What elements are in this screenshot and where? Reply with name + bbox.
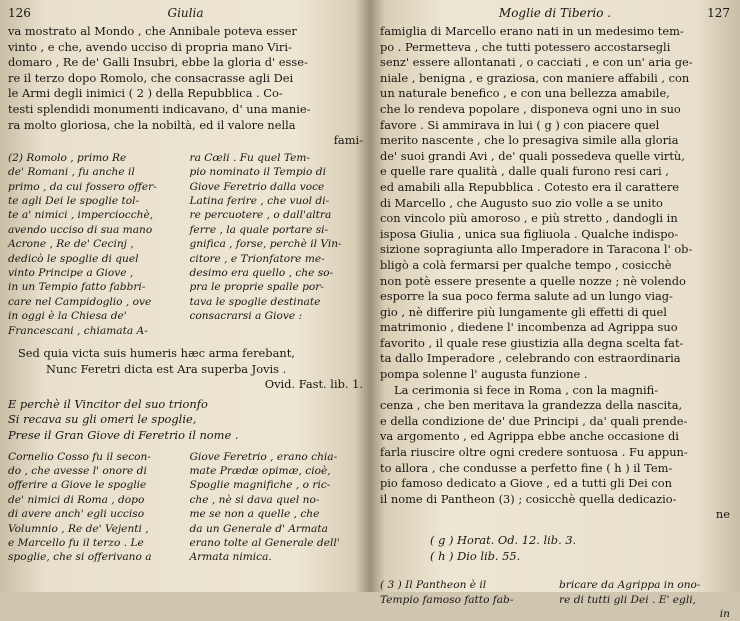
footnote-line: bricare da Agrippa in ono- — [559, 579, 701, 592]
translation-line: Si recava su gli omeri le spoglie, — [8, 412, 197, 427]
footnote-line: in — [719, 608, 730, 620]
left-body-text — [8, 24, 363, 149]
footnote-line: Latina ferire , che vuol di- — [189, 194, 330, 207]
footnote-line: me se non a quelle , che — [189, 508, 320, 521]
footnote-line: Francescani , chiamata A- — [8, 324, 148, 337]
reference-line: ( g ) Horat. Od. 12. lib. 3. — [430, 533, 577, 547]
text-line: de' suoi grandi Avi , de' quali possedeva quelle virtù, — [380, 148, 685, 163]
footnote-line: Cornelio Cosso fu il secon- — [8, 450, 151, 463]
footnote-line: da un Generale d' Armata — [189, 522, 328, 535]
footnote-line: te a' nimici , imperciocchè, — [8, 209, 154, 222]
footnote-line: gnifica , forse, perchè il Vin- — [189, 238, 342, 251]
text-line: domaro , Re de' Galli Insubri, ebbe la gloria d' esse- — [8, 55, 308, 70]
text-line: gio , nè differire più lungamente gli effetti di quel — [380, 304, 667, 319]
left-page — [8, 6, 363, 586]
right-running-title: Moglie di Tiberio . — [498, 6, 612, 20]
footnote-line: Acrone , Re de' Cecinj , — [8, 238, 134, 251]
footnote-line: Volumnio , Re de' Vejenti , — [8, 522, 149, 535]
verse-line: Nunc Feretri dicta est Ara superba Jovis . — [46, 361, 287, 376]
text-line: il nome di Pantheon (3) ; cosicchè quella dedicazio- — [380, 491, 677, 506]
footnote-column-2 — [190, 450, 364, 565]
verse-line: Sed quia victa suis humeris hæc arma ferebant, — [18, 346, 295, 361]
right-body-paragraph-2 — [380, 383, 730, 523]
footnote-line: de' Romani , fu anche il — [8, 166, 135, 179]
footnote-column-2 — [559, 578, 730, 621]
right-body-paragraph-1 — [380, 24, 730, 383]
text-line: e della condizione de' due Principi , da' quali prende- — [380, 413, 688, 428]
footnote-line: vinto Principe a Giove , — [8, 267, 134, 279]
text-line: farla riuscire oltre ogni credere sontuosa . Fu appun- — [380, 445, 688, 460]
text-line: po . Permetteva , che tutti potessero accostarsegli — [380, 39, 671, 54]
text-line: che lo rendeva popolare , disponeva ogni uno in suo — [380, 101, 681, 116]
footnote-column-1 — [8, 151, 182, 338]
text-line: non potè essere presente a quelle nozze ; nè volendo — [380, 273, 686, 288]
footnote-line: e Marcello fu il terzo . Le — [8, 537, 144, 550]
footnote-line: che , nè si dava quel no- — [189, 493, 320, 506]
text-line: matrimonio , diedene l' incombenza ad Agrippa suo — [380, 320, 678, 335]
footnote-line: Spoglie magnifiche , o ric- — [189, 479, 331, 492]
text-line: niale , benigna , e graziosa, con maniere affabili , con — [380, 70, 690, 85]
footnote-line: primo , da cui fossero offer- — [8, 180, 157, 193]
footnote-line: erano tolte al Generale dell' — [189, 537, 340, 550]
text-line: ed amabili alla Repubblica . Cotesto era il carattere — [380, 179, 679, 194]
text-line: con vincolo più amoroso , e più stretto , dandogli in — [380, 211, 678, 226]
left-running-title: Giulia — [167, 6, 204, 20]
text-line: fami- — [333, 133, 363, 148]
footnote-column-2 — [190, 151, 364, 338]
text-line: testi splendidi monumenti indicavano, d' una manie- — [8, 101, 311, 116]
right-page — [380, 6, 730, 620]
reference-line: ( h ) Dio lib. 55. — [430, 548, 521, 563]
marginal-references — [380, 533, 730, 564]
footnote-line: offerire a Giove le spoglie — [8, 479, 147, 492]
text-line: ne — [715, 507, 730, 522]
text-line: bligò a colà fermarsi per qualche tempo , cosicchè — [380, 257, 672, 272]
footnote-line: Giove Feretrio , erano chia- — [189, 450, 338, 463]
text-line: La cerimonia si fece in Roma , con la magnifi- — [394, 382, 659, 397]
footnote-line: spoglie, che si offerivano a — [8, 551, 152, 564]
footnote-line: re di tutti gli Dei . E' egli, — [559, 593, 696, 606]
text-line: vinto , e che, avendo ucciso di propria mano Viri- — [8, 39, 292, 54]
footnote-column-1 — [380, 578, 551, 621]
footnote-line: Giove Feretrio dalla voce — [189, 180, 325, 193]
text-line: favorito , il quale rese giustizia alla degna scelta fat- — [380, 335, 684, 350]
text-line: merito nascente , che lo presagiva simile alla gloria — [380, 133, 679, 148]
footnote-line: te agli Dei le spoglie tol- — [8, 194, 140, 207]
text-line: cenza , che ben meritava la grandezza della nascita, — [380, 398, 683, 413]
italian-translation — [8, 397, 363, 444]
text-line: esporre la sua poco ferma salute ad un lungo viag- — [380, 289, 673, 304]
text-line: ra molto gloriosa, che la nobiltà, ed il valore nella — [8, 117, 296, 132]
text-line: sizione sopragiunta allo Imperadore in Taracona l' ob- — [380, 242, 693, 257]
footnote-line: in un Tempio fatto fabbri- — [8, 281, 146, 294]
footnote-line: ra Cœli . Fu quel Tem- — [189, 151, 311, 164]
text-line: pompa solenne l' augusta funzione . — [380, 367, 588, 382]
footnote-line: di avere anch' egli ucciso — [8, 508, 145, 521]
latin-verse — [8, 346, 363, 393]
footnote-line: Tempio famoso fatto fab- — [380, 593, 514, 606]
footnote-line: de' nimici di Roma , dopo — [8, 493, 145, 506]
footnote-line: citore , e Trionfatore me- — [189, 252, 325, 265]
footnote-line: pra le proprie spalle por- — [189, 281, 324, 294]
footnote-line: dedicò le spoglie di quel — [8, 252, 139, 265]
text-line: favore . Si ammirava in lui ( g ) con piacere quel — [380, 117, 660, 132]
footnote-line: pio nominato il Tempio di — [189, 166, 326, 179]
footnote-continuation — [8, 450, 363, 565]
footnote-3 — [380, 578, 730, 621]
text-line: ta dallo Imperadore , celebrando con estraordinaria — [380, 351, 681, 366]
footnote-line: Armata nimica. — [189, 551, 272, 564]
footnote-line: ( 3 ) Il Pantheon è il — [380, 579, 487, 592]
text-line: famiglia di Marcello erano nati in un medesimo tem- — [380, 24, 684, 38]
verse-reference: Ovid. Fast. lib. 1. — [264, 377, 363, 392]
footnote-line: re percuotere , o dall'altra — [189, 209, 332, 222]
right-page-header — [380, 6, 730, 24]
footnote-line: mate Prædæ opimæ, cioè, — [189, 465, 331, 477]
footnote-2 — [8, 151, 363, 338]
translation-line: Prese il Gran Giove di Feretrio il nome . — [8, 428, 239, 442]
translation-line: E perchè il Vincitor del suo trionfo — [8, 396, 208, 411]
text-line: isposa Giulia , unica sua figliuola . Qualche indispo- — [380, 226, 679, 241]
text-line: senz' essere allontanati , o cacciati , e con un' aria ge- — [380, 55, 693, 70]
left-page-header — [8, 6, 363, 24]
left-page-number: 126 — [8, 6, 31, 20]
footnote-line: consacrarsi a Giove : — [189, 310, 303, 323]
footnote-line: (2) Romolo , primo Re — [8, 151, 127, 164]
text-line: le Armi degli inimici ( 2 ) della Repubblica . Co- — [8, 86, 283, 101]
footnote-line: tava le spoglie destinate — [189, 295, 321, 308]
text-line: re il terzo dopo Romolo, che consacrasse agli Dei — [8, 70, 294, 85]
footnote-column-1 — [8, 450, 182, 565]
footnote-line: desimo era quello , che so- — [189, 267, 334, 279]
text-line: va argomento , ed Agrippa ebbe anche occasione di — [380, 429, 679, 444]
text-line: pio famoso dedicato a Giove , ed a tutti gli Dei con — [380, 476, 672, 491]
text-line: un naturale benefico , e con una bellezza amabile, — [380, 86, 670, 101]
text-line: va mostrato al Mondo , che Annibale poteva esser — [8, 24, 297, 38]
footnote-line: do , che avesse l' onore di — [8, 465, 147, 477]
text-line: e quelle rare qualità , dalle quali furono resi cari , — [380, 164, 669, 179]
footnote-line: in oggi è la Chiesa de' — [8, 310, 127, 323]
text-line: di Marcello , che Augusto suo zio volle a se unito — [380, 195, 663, 210]
text-line: to allora , che condusse a perfetto fine ( h ) il Tem- — [380, 460, 673, 475]
footnote-line: avendo ucciso di sua mano — [8, 223, 153, 236]
footnote-line: ferre , la quale portare si- — [189, 223, 329, 236]
right-page-number: 127 — [707, 6, 730, 20]
footnote-line: care nel Campidoglio , ove — [8, 295, 152, 308]
